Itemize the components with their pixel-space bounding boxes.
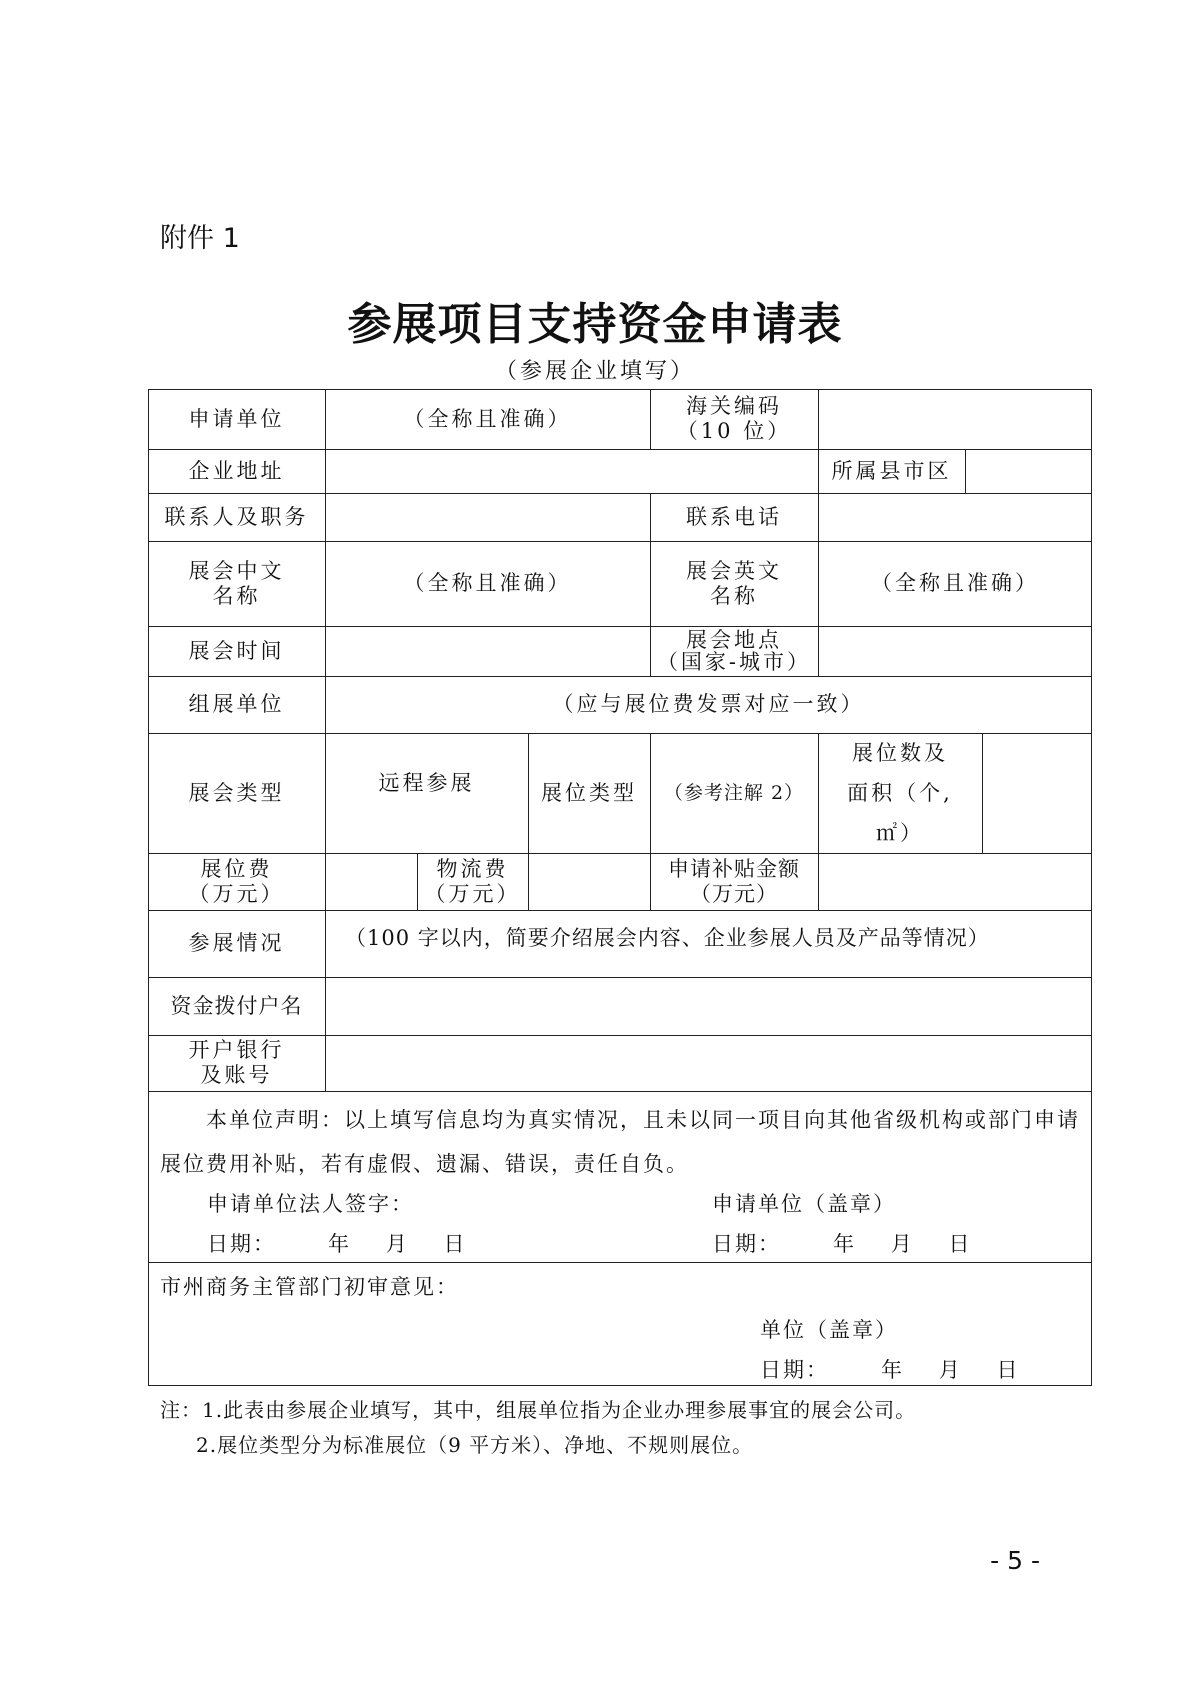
review-seal-label: 单位（盖章） [760,1318,898,1342]
expo-time-label: 展会时间 [188,638,285,663]
review-opinion-label: 市州商务主管部门初审意见： [160,1275,459,1299]
fund-account-label: 资金拨付户名 [170,993,303,1018]
declaration-date-right: 日期： 年 月 日 [712,1232,972,1256]
address-label: 企业地址 [188,458,285,483]
participation-field[interactable]: （100 字以内，简要介绍展会内容、企业参展人员及产品等情况） [345,926,990,950]
applicant-seal-label: 申请单位（盖章） [712,1192,896,1216]
expo-type-label: 展会类型 [188,780,285,805]
attachment-label: 附件 1 [160,223,240,254]
page-number: - 5 - [990,1546,1040,1575]
booth-type-field[interactable]: （参考注解 2） [663,781,805,804]
expo-en-name-field[interactable]: （全称且准确） [871,571,1039,595]
organizer-label: 组展单位 [188,692,285,716]
bank-account-label: 开户银行 及账号 [188,1038,285,1087]
phone-field[interactable] [818,493,1092,541]
legal-signature-label: 申请单位法人签字： [207,1192,414,1216]
note-1: 注：1.此表由参展企业填写，其中，组展单位指为企业办理参展事宜的展会公司。 [160,1398,917,1422]
form-title: 参展项目支持资金申请表 [347,299,843,350]
applicant-label: 申请单位 [188,406,285,431]
expo-cn-name-label: 展会中文 名称 [188,558,285,608]
booth-fee-field[interactable] [325,853,417,910]
declaration-text: 本单位声明：以上填写信息均为真实情况，且未以同一项目向其他省级机构或部门申请展位费用补贴，若有虚假、遗漏、错误，责任自负。 [160,1108,1080,1176]
participation-label: 参展情况 [188,931,285,955]
customs-code-field[interactable] [818,389,1092,449]
form-subtitle: （参展企业填写） [494,359,695,384]
row-divider [148,1091,1092,1092]
review-date: 日期： 年 月 日 [760,1358,1020,1382]
booth-fee-label: 展位费 （万元） [188,856,285,906]
expo-cn-name-field[interactable]: （全称且准确） [403,571,572,595]
phone-label: 联系电话 [686,504,782,529]
expo-time-field[interactable] [325,626,650,676]
applicant-field[interactable]: （全称且准确） [403,406,572,431]
expo-type-value[interactable]: 远程参展 [378,770,475,795]
logistics-fee-label: 物流费 （万元） [424,856,521,906]
row-divider [148,1262,1092,1263]
subsidy-field[interactable] [818,853,1092,910]
expo-place-field[interactable] [818,626,1092,676]
booth-type-label: 展位类型 [541,780,637,805]
address-field[interactable] [325,449,818,493]
bank-account-field[interactable] [325,1035,1092,1091]
contact-field[interactable] [325,493,650,541]
customs-code-label: 海关编码 （10 位） [676,394,792,443]
logistics-fee-field[interactable] [528,853,650,910]
booth-count-label: 展位数及 面积（个, ㎡） [847,741,953,845]
contact-label: 联系人及职务 [164,504,309,529]
county-label: 所属县市区 [831,458,952,483]
fund-account-field[interactable] [325,977,1092,1035]
booth-count-field[interactable] [982,733,1092,853]
subsidy-label: 申请补贴金额 （万元） [668,856,800,906]
organizer-field[interactable]: （应与展位费发票对应一致） [552,692,865,716]
note-2: 2.展位类型分为标准展位（9 平方米）、净地、不规则展位。 [196,1433,754,1457]
county-field[interactable] [965,449,1092,493]
expo-place-label: 展会地点 （国家-城市） [656,628,812,674]
declaration-date-left: 日期： 年 月 日 [207,1232,467,1256]
expo-en-name-label: 展会英文 名称 [686,558,782,608]
